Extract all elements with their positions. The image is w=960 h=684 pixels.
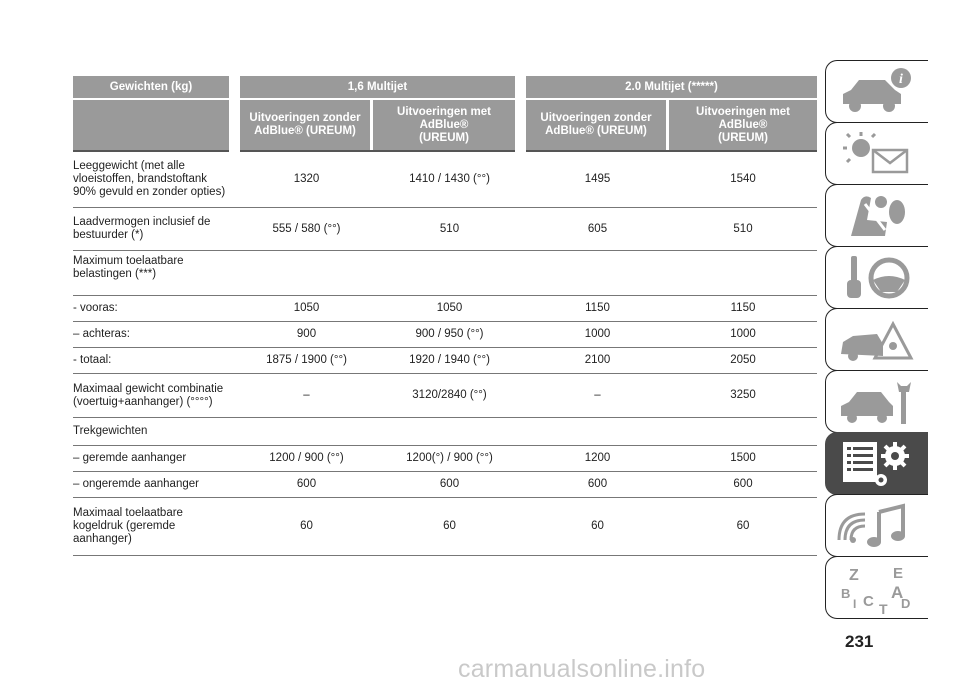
index-letter: Z bbox=[849, 566, 859, 584]
cell: – bbox=[526, 374, 669, 418]
row-label: – ongeremde aanhanger bbox=[73, 472, 240, 498]
cell: 510 bbox=[373, 208, 526, 251]
row-label: Trekgewichten bbox=[73, 418, 240, 446]
row-label: Laadvermogen inclusief de bestuurder (*) bbox=[73, 208, 240, 251]
table-row bbox=[73, 208, 817, 251]
alphabet-index-icon bbox=[837, 562, 917, 614]
row-label: - totaal: bbox=[73, 348, 240, 374]
cell: 60 bbox=[373, 498, 526, 556]
cell: 555 / 580 (°°) bbox=[240, 208, 373, 251]
specs-gear-icon bbox=[837, 438, 917, 490]
tab-starting-driving[interactable] bbox=[825, 246, 928, 309]
cell: 900 / 950 (°°) bbox=[373, 322, 526, 348]
cell: 60 bbox=[240, 498, 373, 556]
row-label: Maximaal toelaatbare kogeldruk (geremde aanhanger) bbox=[73, 498, 240, 556]
cell: 1495 bbox=[526, 151, 669, 208]
tab-multimedia[interactable] bbox=[825, 494, 928, 557]
weights-table bbox=[73, 76, 817, 556]
cell: 1200 bbox=[526, 446, 669, 472]
header-row-groups bbox=[73, 76, 817, 99]
warning-lights-envelope-icon bbox=[837, 128, 917, 180]
row-label: Maximaal gewicht combinatie (voertuig+aanhanger) (°°°°) bbox=[73, 374, 240, 418]
cell: 1540 bbox=[669, 151, 817, 208]
table-row bbox=[73, 472, 817, 498]
cell: 605 bbox=[526, 208, 669, 251]
index-letter: T bbox=[879, 600, 888, 614]
cell: 1920 / 1940 (°°) bbox=[373, 348, 526, 374]
table-row bbox=[73, 498, 817, 556]
tab-emergency[interactable] bbox=[825, 308, 928, 371]
index-letter: I bbox=[853, 596, 857, 611]
cell: 1875 / 1900 (°°) bbox=[240, 348, 373, 374]
cell: 1410 / 1430 (°°) bbox=[373, 151, 526, 208]
row-label: Maximum toelaatbare belastingen (***) bbox=[73, 251, 240, 296]
cell: 1050 bbox=[373, 296, 526, 322]
header-version-1: Uitvoeringen zonder AdBlue® (UREUM) bbox=[240, 99, 370, 151]
index-letter: E bbox=[893, 564, 904, 582]
cell: 3250 bbox=[669, 374, 817, 418]
watermark: carmanualsonline.info bbox=[458, 655, 706, 683]
cell: 1150 bbox=[526, 296, 669, 322]
table-row bbox=[73, 348, 817, 374]
header-weights: Gewichten (kg) bbox=[73, 76, 229, 99]
row-label: - vooras: bbox=[73, 296, 240, 322]
cell: 1000 bbox=[526, 322, 669, 348]
index-letter: B bbox=[841, 585, 851, 601]
table-row bbox=[73, 322, 817, 348]
tab-safety[interactable] bbox=[825, 184, 928, 247]
index-letter: C bbox=[863, 592, 874, 610]
row-label: – geremde aanhanger bbox=[73, 446, 240, 472]
cell: 900 bbox=[240, 322, 373, 348]
car-wrench-icon bbox=[837, 376, 917, 428]
index-letter: A bbox=[891, 582, 904, 602]
row-label: – achteras: bbox=[73, 322, 240, 348]
cell: 600 bbox=[526, 472, 669, 498]
header-version-4: Uitvoeringen met AdBlue® (UREUM) bbox=[669, 99, 817, 151]
cell: 60 bbox=[526, 498, 669, 556]
page-number: 231 bbox=[845, 632, 874, 651]
cell: 1200 / 900 (°°) bbox=[240, 446, 373, 472]
table-row bbox=[73, 251, 817, 296]
tab-index[interactable] bbox=[825, 556, 928, 619]
header-version-2: Uitvoeringen met AdBlue® (UREUM) bbox=[373, 99, 515, 151]
row-label: Leeggewicht (met alle vloeistoffen, brandstoftank 90% gevuld en zonder opties) bbox=[73, 151, 240, 208]
cell: 1200(°) / 900 (°°) bbox=[373, 446, 526, 472]
cell: 1050 bbox=[240, 296, 373, 322]
svg-text:i: i bbox=[899, 71, 903, 87]
connectivity-music-icon bbox=[837, 500, 917, 552]
tab-warning-lights[interactable] bbox=[825, 122, 928, 185]
header-engine-2-0: 2.0 Multijet (*****) bbox=[526, 76, 817, 99]
tab-technical-data[interactable] bbox=[825, 432, 928, 495]
header-engine-1-6: 1,6 Multijet bbox=[240, 76, 515, 99]
table-row bbox=[73, 374, 817, 418]
cell: 600 bbox=[240, 472, 373, 498]
cell: 1500 bbox=[669, 446, 817, 472]
header-version-3: Uitvoeringen zonder AdBlue® (UREUM) bbox=[526, 99, 666, 151]
tab-maintenance[interactable] bbox=[825, 370, 928, 433]
car-info-icon bbox=[837, 66, 917, 118]
table-row bbox=[73, 296, 817, 322]
table-row bbox=[73, 446, 817, 472]
cell: 600 bbox=[373, 472, 526, 498]
cell: 2100 bbox=[526, 348, 669, 374]
table-row bbox=[73, 418, 817, 446]
table-row bbox=[73, 151, 817, 208]
cell: 1320 bbox=[240, 151, 373, 208]
index-letter: D bbox=[901, 595, 911, 611]
seat-airbag-icon bbox=[837, 190, 917, 242]
cell: 600 bbox=[669, 472, 817, 498]
header-row-versions bbox=[73, 99, 817, 151]
cell: – bbox=[240, 374, 373, 418]
cell: 3120/2840 (°°) bbox=[373, 374, 526, 418]
cell: 1000 bbox=[669, 322, 817, 348]
cell: 1150 bbox=[669, 296, 817, 322]
key-steering-wheel-icon bbox=[837, 252, 917, 304]
cell: 510 bbox=[669, 208, 817, 251]
cell: 2050 bbox=[669, 348, 817, 374]
car-breakdown-icon bbox=[837, 314, 917, 366]
tab-car-info[interactable] bbox=[825, 60, 928, 123]
cell: 60 bbox=[669, 498, 817, 556]
